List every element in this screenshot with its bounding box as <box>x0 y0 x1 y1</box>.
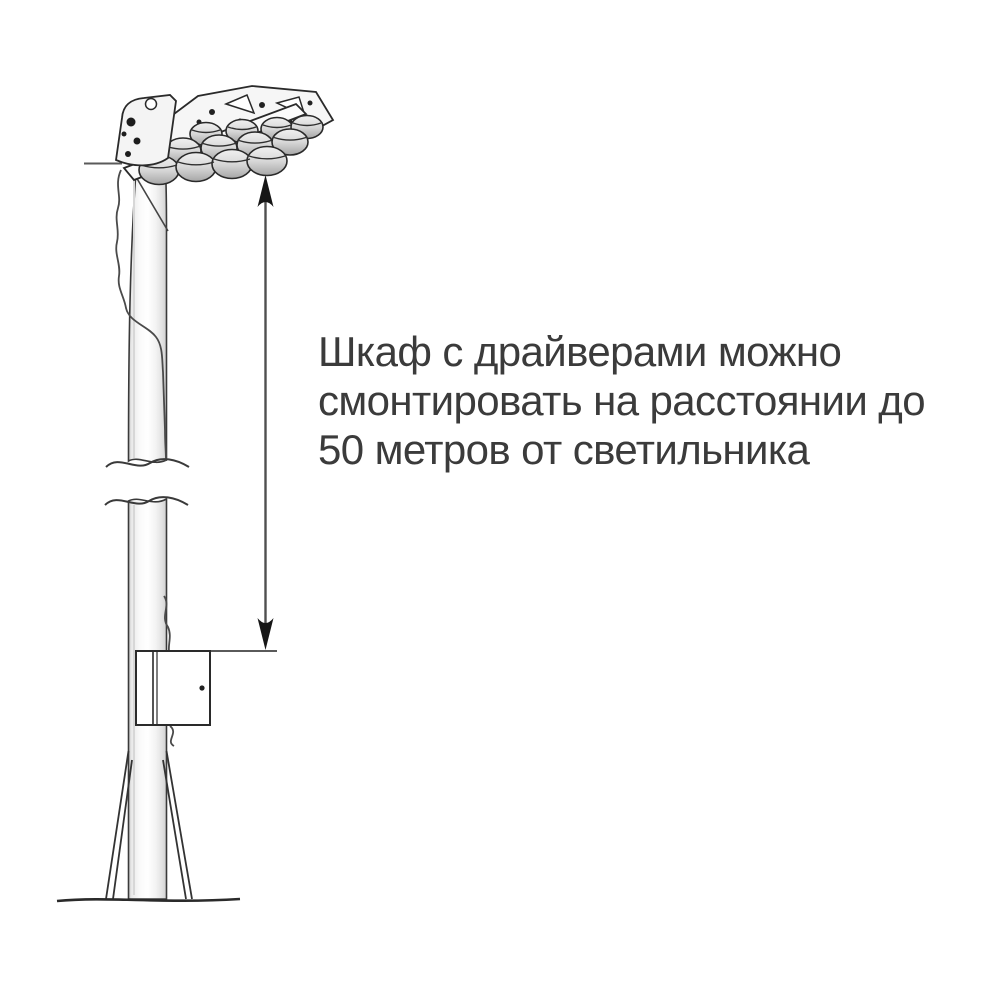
cabinet-handle <box>199 685 204 690</box>
dimension-arrow <box>258 175 274 650</box>
ground-line <box>57 899 240 901</box>
annotation-line: 50 метров от светильника <box>318 426 810 473</box>
base-gusset-left-outer <box>106 751 129 899</box>
annotation-line: Шкаф с драйверами можно <box>318 328 842 375</box>
driver-cabinet <box>136 651 210 725</box>
cabinet-body <box>136 651 210 725</box>
annotation-text <box>318 327 925 474</box>
cable-below-cabinet <box>170 726 174 746</box>
reference-lines <box>84 164 277 652</box>
pole-mast <box>129 171 167 899</box>
bracket-bolt <box>146 99 157 110</box>
pole-break <box>105 459 189 505</box>
annotation-line: смонтировать на расстоянии до <box>318 377 925 424</box>
base-gusset-right-outer <box>167 751 193 899</box>
lamp-icon <box>247 147 287 176</box>
lamp-icon <box>176 153 216 182</box>
lamp-icon <box>212 150 252 179</box>
